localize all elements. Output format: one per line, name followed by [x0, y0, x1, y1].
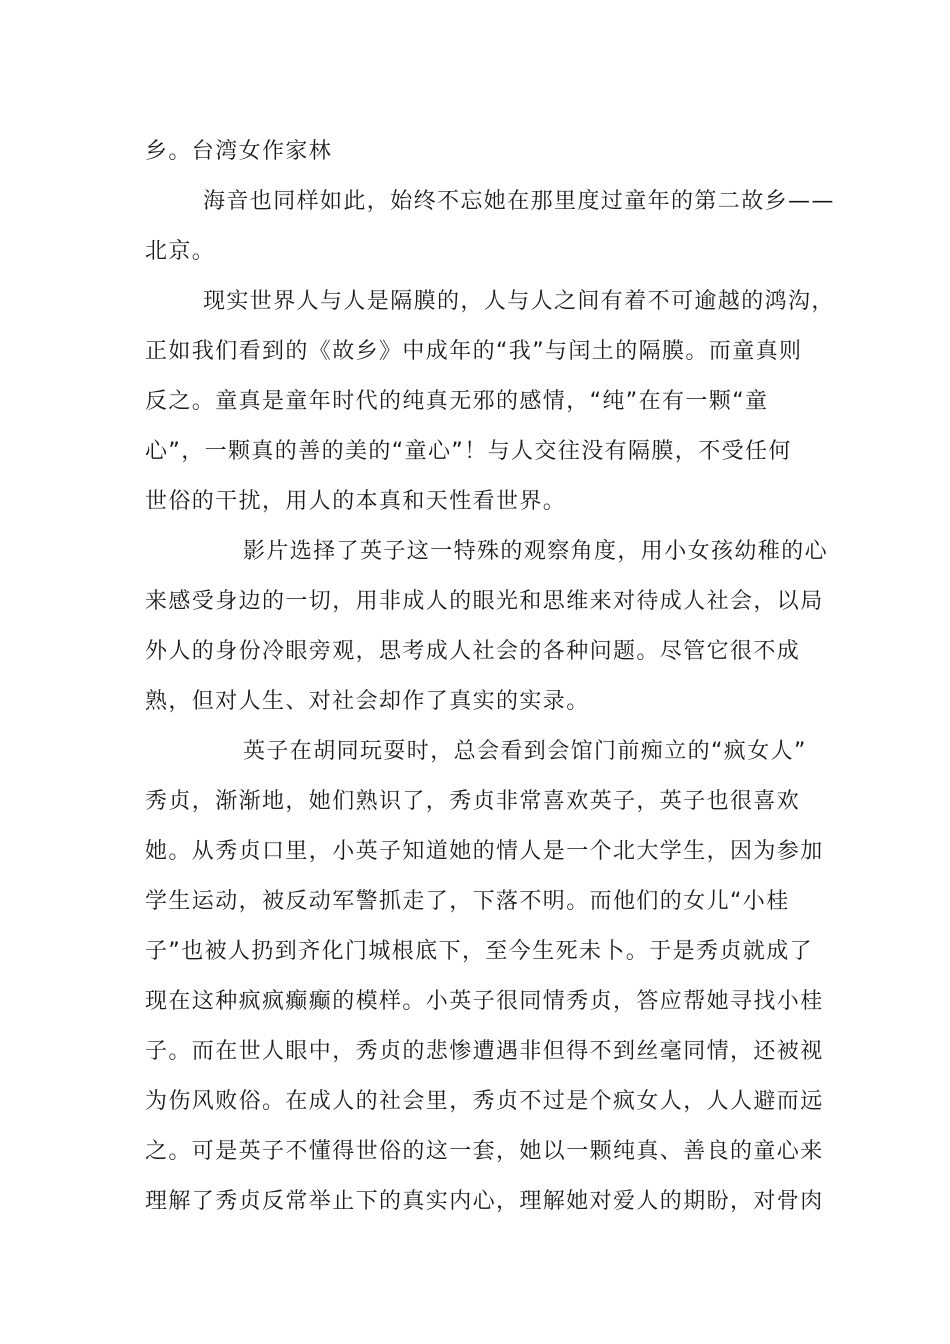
text-line: 子。而在世人眼中，秀贞的悲惨遭遇非但得不到丝毫同情，还被视 [145, 1039, 824, 1064]
text-line: 海音也同样如此，始终不忘她在那里度过童年的第二故乡—— [203, 189, 835, 214]
text-line: 来感受身边的一切，用非成人的眼光和思维来对待成人社会，以局 [145, 589, 824, 614]
text-line: 现在这种疯疯癫癫的模样。小英子很同情秀贞，答应帮她寻找小桂 [145, 989, 824, 1014]
text-line: 之。可是英子不懂得世俗的这一套，她以一颗纯真、善良的童心来 [145, 1139, 824, 1164]
text-line: 反之。童真是童年时代的纯真无邪的感情，“纯”在有一颗“童 [145, 389, 769, 414]
text-line: 乡。台湾女作家林 [145, 139, 333, 164]
text-line: 北京。 [145, 239, 216, 264]
text-line: 她。从秀贞口里，小英子知道她的情人是一个北大学生，因为参加 [145, 839, 824, 864]
text-line: 英子在胡同玩耍时，总会看到会馆门前痴立的“疯女人” [243, 739, 807, 764]
text-line: 影片选择了英子这一特殊的观察角度，用小女孩幼稚的心 [243, 539, 829, 564]
text-line: 现实世界人与人是隔膜的，人与人之间有着不可逾越的鸿沟， [203, 289, 835, 314]
text-line: 世俗的干扰，用人的本真和天性看世界。 [145, 489, 567, 514]
text-line: 外人的身份冷眼旁观，思考成人社会的各种问题。尽管它很不成 [145, 639, 801, 664]
text-line: 心”，一颗真的善的美的“童心”！与人交往没有隔膜，不受任何 [145, 439, 792, 464]
text-line: 为伤风败俗。在成人的社会里，秀贞不过是个疯女人，人人避而远 [145, 1089, 824, 1114]
text-line: 子”也被人扔到齐化门城根底下，至今生死未卜。于是秀贞就成了 [145, 939, 813, 964]
text-line: 理解了秀贞反常举止下的真实内心，理解她对爱人的期盼，对骨肉 [145, 1189, 824, 1214]
text-line: 秀贞，渐渐地，她们熟识了，秀贞非常喜欢英子，英子也很喜欢 [145, 789, 801, 814]
text-line: 熟，但对人生、对社会却作了真实的实录。 [145, 689, 590, 714]
text-line: 正如我们看到的《故乡》中成年的“我”与闰土的隔膜。而童真则 [145, 339, 803, 364]
text-line: 学生运动，被反动军警抓走了，下落不明。而他们的女儿“小桂 [145, 889, 790, 914]
